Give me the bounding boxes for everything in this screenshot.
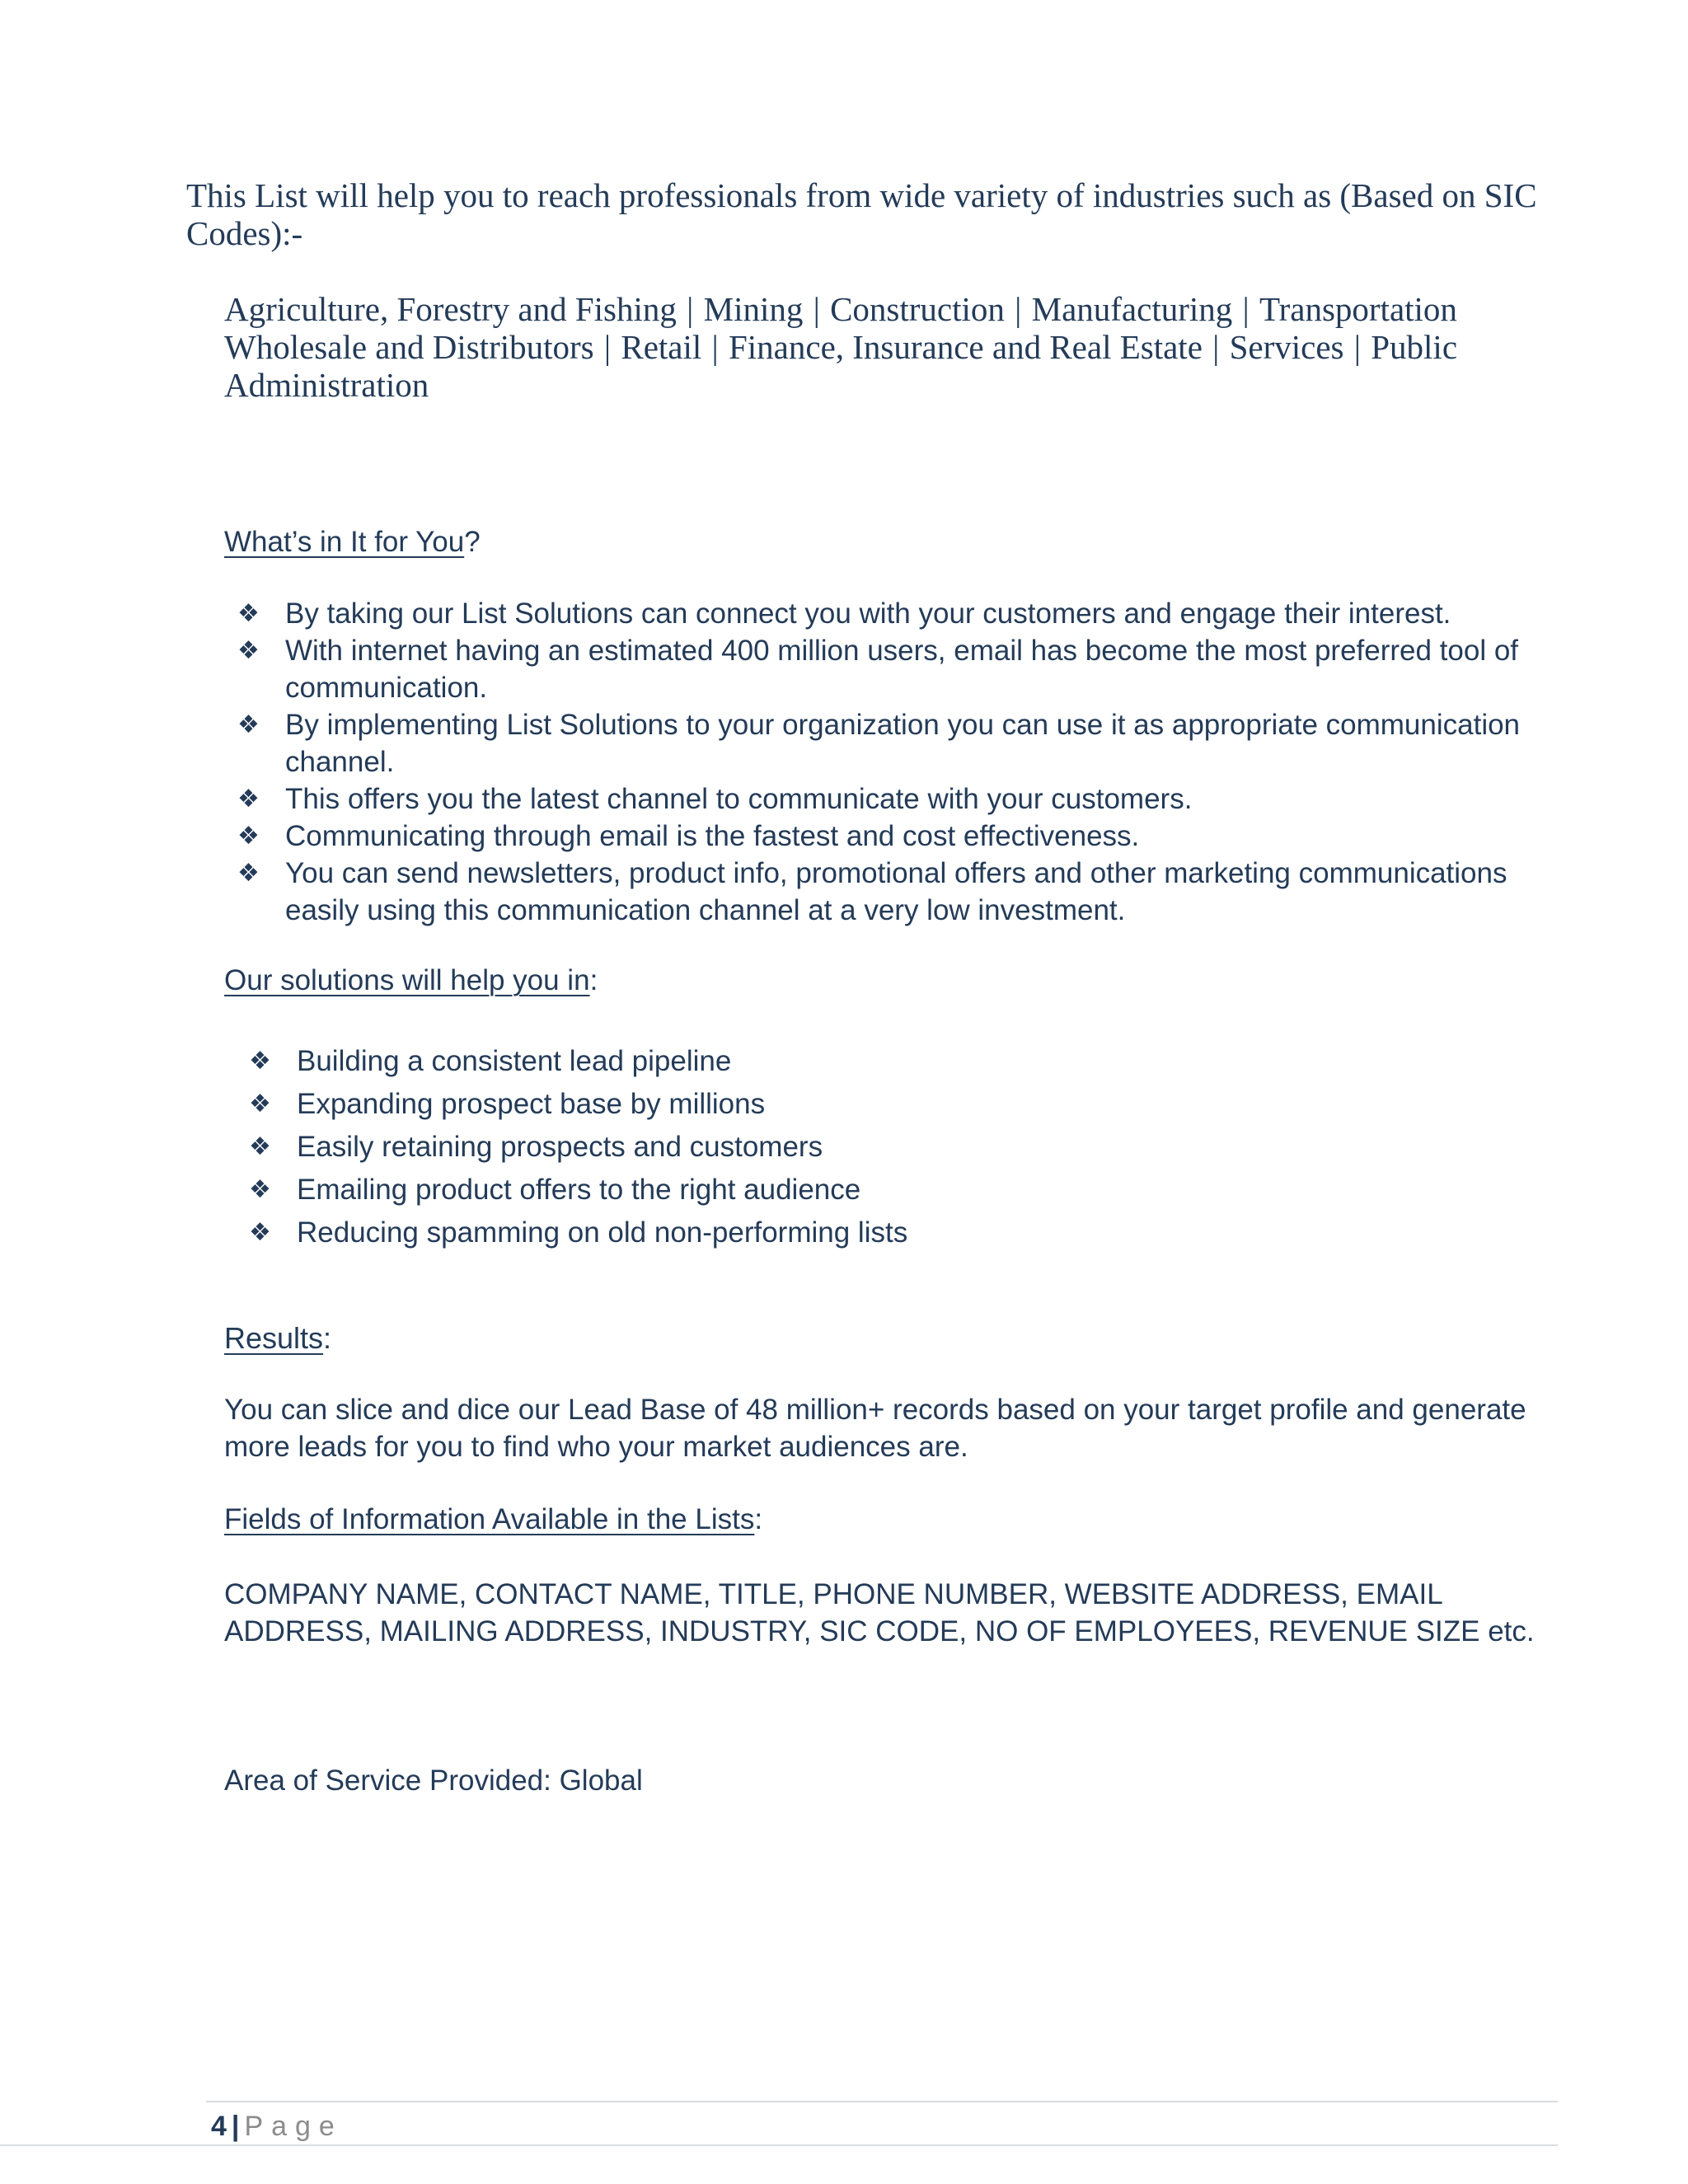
list-item: ❖ Expanding prospect base by millions — [297, 1083, 1451, 1126]
solutions-heading: Our solutions will help you in: — [224, 964, 598, 996]
diamond-bullet-icon: ❖ — [237, 711, 260, 738]
industry-item: Mining — [703, 290, 804, 328]
industry-item: Public Administration — [224, 328, 1458, 404]
page-number: 4 — [211, 2111, 227, 2142]
diamond-bullet-icon: ❖ — [249, 1176, 271, 1203]
diamond-bullet-icon: ❖ — [237, 860, 260, 887]
industry-item: Services — [1229, 328, 1344, 366]
diamond-bullet-icon: ❖ — [249, 1133, 271, 1160]
diamond-bullet-icon: ❖ — [249, 1090, 271, 1118]
results-heading: Results: — [224, 1321, 332, 1355]
service-area-text: Area of Service Provided: Global — [224, 1765, 643, 1797]
industry-item: Construction — [830, 290, 1005, 328]
list-item: ❖ Reducing spamming on old non-performing lists — [297, 1212, 1451, 1254]
diamond-bullet-icon: ❖ — [237, 637, 260, 664]
diamond-bullet-icon: ❖ — [249, 1219, 271, 1246]
industry-item: Transportation Wholesale and Distributors — [224, 290, 1457, 366]
fields-heading: Fields of Information Available in the Lists: — [224, 1503, 763, 1535]
diamond-bullet-icon: ❖ — [237, 823, 260, 850]
results-paragraph: You can slice and dice our Lead Base of 48 million+ records based on your target profile and generate more leads for you to find who your market audiences are. — [224, 1394, 1526, 1463]
list-item: ❖ You can send newsletters, product info, promotional offers and other marketing communications easily using this communication channel at a very low investment. — [285, 855, 1538, 929]
list-item: ❖ Building a consistent lead pipeline — [297, 1040, 1451, 1083]
industry-item: Retail — [621, 328, 702, 366]
benefits-heading-text: What’s in It for You — [224, 526, 465, 558]
list-item: ❖ Easily retaining prospects and customers — [297, 1126, 1451, 1169]
industry-item: Agriculture, Forestry and Fishing — [224, 290, 677, 328]
list-item: ❖ By implementing List Solutions to your organization you can use it as appropriate communication channel. — [285, 706, 1538, 780]
industry-item: Finance, Insurance and Real Estate — [728, 328, 1203, 366]
benefits-list — [237, 595, 1538, 929]
list-item: ❖ With internet having an estimated 400 million users, email has become the most preferred tool of communication. — [285, 632, 1538, 706]
solutions-list — [249, 1040, 1451, 1254]
intro-paragraph: This List will help you to reach professionals from wide variety of industries such as (Based on SIC Codes):- — [186, 176, 1537, 252]
benefits-heading: What’s in It for You? — [224, 526, 481, 558]
industries-list: Agriculture, Forestry and Fishing | Mining | Construction | Manufacturing | Transportation Wholesale and Distributors | Retail | Finance, Insurance and Real Estate | Services | Public Administration — [224, 290, 1458, 404]
diamond-bullet-icon: ❖ — [237, 785, 260, 813]
list-item: ❖ Communicating through email is the fastest and cost effectiveness. — [285, 818, 1538, 855]
page-label: Page — [244, 2111, 343, 2142]
list-item: ❖ This offers you the latest channel to communicate with your customers. — [285, 780, 1538, 818]
diamond-bullet-icon: ❖ — [249, 1047, 271, 1075]
diamond-bullet-icon: ❖ — [237, 600, 260, 627]
footer-separator: | — [231, 2111, 240, 2142]
fields-paragraph: COMPANY NAME, CONTACT NAME, TITLE, PHONE NUMBER, WEBSITE ADDRESS, EMAIL ADDRESS, MAILING ADDRESS, INDUSTRY, SIC CODE, NO OF EMPLOYEES, REVENUE SIZE etc. — [224, 1578, 1535, 1647]
list-item: ❖ By taking our List Solutions can connect you with your customers and engage their interest. — [285, 595, 1538, 632]
industry-item: Manufacturing — [1031, 290, 1233, 328]
fields-heading-text: Fields of Information Available in the Lists — [224, 1503, 755, 1535]
footer-bottom-divider — [0, 2144, 1558, 2146]
results-heading-text: Results — [224, 1321, 324, 1355]
footer-divider — [206, 2101, 1558, 2102]
solutions-heading-text: Our solutions will help you in — [224, 964, 590, 996]
list-item: ❖ Emailing product offers to the right audience — [297, 1169, 1451, 1212]
page-footer — [211, 2108, 343, 2144]
